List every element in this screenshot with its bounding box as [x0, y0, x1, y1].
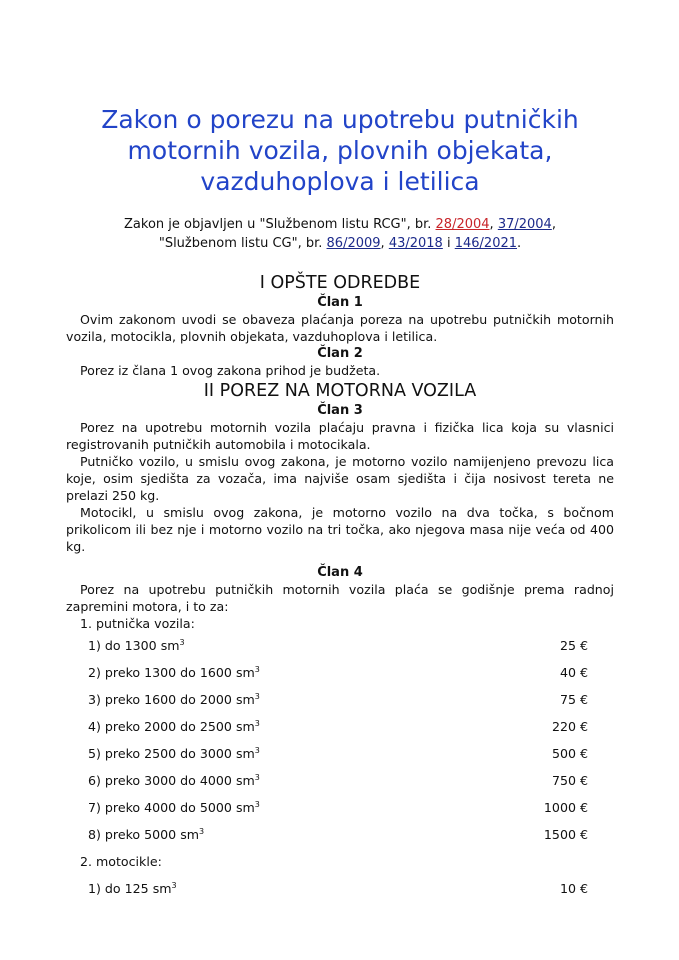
section-heading: II POREZ NA MOTORNA VOZILA	[203, 381, 477, 401]
tax-row	[66, 875, 614, 902]
volume-range: 6) preko 3000 do 4000 $sm^3$	[88, 773, 260, 788]
article-text: Porez na upotrebu putničkih motornih vozila plaća se godišnje prema radnoj zapremini motora, i to za:	[66, 582, 614, 614]
gazette-link-43-2018[interactable]: 43/2018	[388, 236, 443, 251]
category-label: 2. motocikle:	[80, 854, 162, 869]
law-title: Zakon o porezu na upotrebu putničkih motornih vozila, plovnih objekata, vazduhoplova i letilica	[101, 105, 579, 196]
pub-prefix: Zakon je objavljen u "Službenom listu RCG", br.	[124, 217, 432, 232]
tax-amount: 500 €	[551, 746, 588, 761]
article-text: Porez na upotrebu motornih vozila plaćaju pravna i fizička lica koja su vlasnici registrovanih putničkih automobila i motocikala.	[66, 420, 614, 452]
tax-table-cars	[66, 632, 614, 848]
volume-range: 8) preko 5000 $sm^3$	[88, 827, 205, 842]
article-text: Ovim zakonom uvodi se obaveza plaćanja poreza na upotrebu putničkih motornih vozila, motocikla, plovnih objekata, vazduhoplova i letilica.	[66, 312, 614, 344]
tax-amount: 25 €	[559, 638, 588, 653]
tax-row	[66, 713, 614, 740]
pub-mid: "Službenom listu CG", br.	[158, 236, 323, 251]
volume-range: 1) do 125 $sm^3$	[88, 881, 177, 896]
tax-row	[66, 659, 614, 686]
tax-amount: 75 €	[559, 692, 588, 707]
gazette-link-37-2004[interactable]: 37/2004	[497, 217, 552, 232]
pub-and: i	[446, 236, 451, 251]
tax-amount: 1500 €	[543, 827, 588, 842]
gazette-link-86-2009[interactable]: 86/2009	[326, 236, 381, 251]
article-text: Porez iz člana 1 ovog zakona prihod je budžeta.	[80, 363, 381, 378]
document	[66, 104, 614, 902]
section-heading: I OPŠTE ODREDBE	[259, 273, 421, 293]
volume-range: 5) preko 2500 do 3000 $sm^3$	[88, 746, 260, 761]
tax-row	[66, 632, 614, 659]
tax-row	[66, 767, 614, 794]
tax-table-motorcycles	[66, 875, 614, 902]
article-heading: Član 2	[317, 346, 363, 361]
article-heading: Član 3	[317, 403, 363, 418]
gazette-link-146-2021[interactable]: 146/2021	[454, 236, 518, 251]
tax-row	[66, 740, 614, 767]
tax-amount: 1000 €	[543, 800, 588, 815]
tax-amount: 750 €	[551, 773, 588, 788]
tax-row	[66, 821, 614, 848]
tax-row	[66, 686, 614, 713]
tax-row	[66, 794, 614, 821]
article-text: Motocikl, u smislu ovog zakona, je motorno vozilo na dva točka, s bočnom prikolicom ili bez nje i motorno vozilo na tri točka, ako njegova masa nije veća od 400 kg.	[66, 505, 614, 554]
volume-range: 4) preko 2000 do 2500 $sm^3$	[88, 719, 260, 734]
tax-amount: 10 €	[559, 881, 588, 896]
article-text: Putničko vozilo, u smislu ovog zakona, je motorno vozilo namijenjeno prevozu lica koje, osim sjedišta za vozača, ima najviše osam sjedišta i čija nosivost tereta ne prelazi 250 kg.	[66, 454, 614, 503]
volume-range: 2) preko 1300 do 1600 $sm^3$	[88, 665, 260, 680]
volume-range: 1) do 1300 $sm^3$	[88, 638, 185, 653]
gazette-link-28-2004[interactable]: 28/2004	[435, 217, 490, 232]
volume-range: 7) preko 4000 do 5000 $sm^3$	[88, 800, 260, 815]
tax-amount: 220 €	[551, 719, 588, 734]
article-heading: Član 1	[317, 295, 363, 310]
category-label: 1. putnička vozila:	[80, 616, 195, 631]
tax-amount: 40 €	[559, 665, 588, 680]
article-heading: Član 4	[317, 565, 363, 580]
publication-note: Zakon je objavljen u "Službenom listu RCG", br. 28/2004, 37/2004, "Službenom listu CG", br. 86/2009, 43/2018 i 146/2021.	[124, 217, 556, 251]
volume-range: 3) preko 1600 do 2000 $sm^3$	[88, 692, 260, 707]
